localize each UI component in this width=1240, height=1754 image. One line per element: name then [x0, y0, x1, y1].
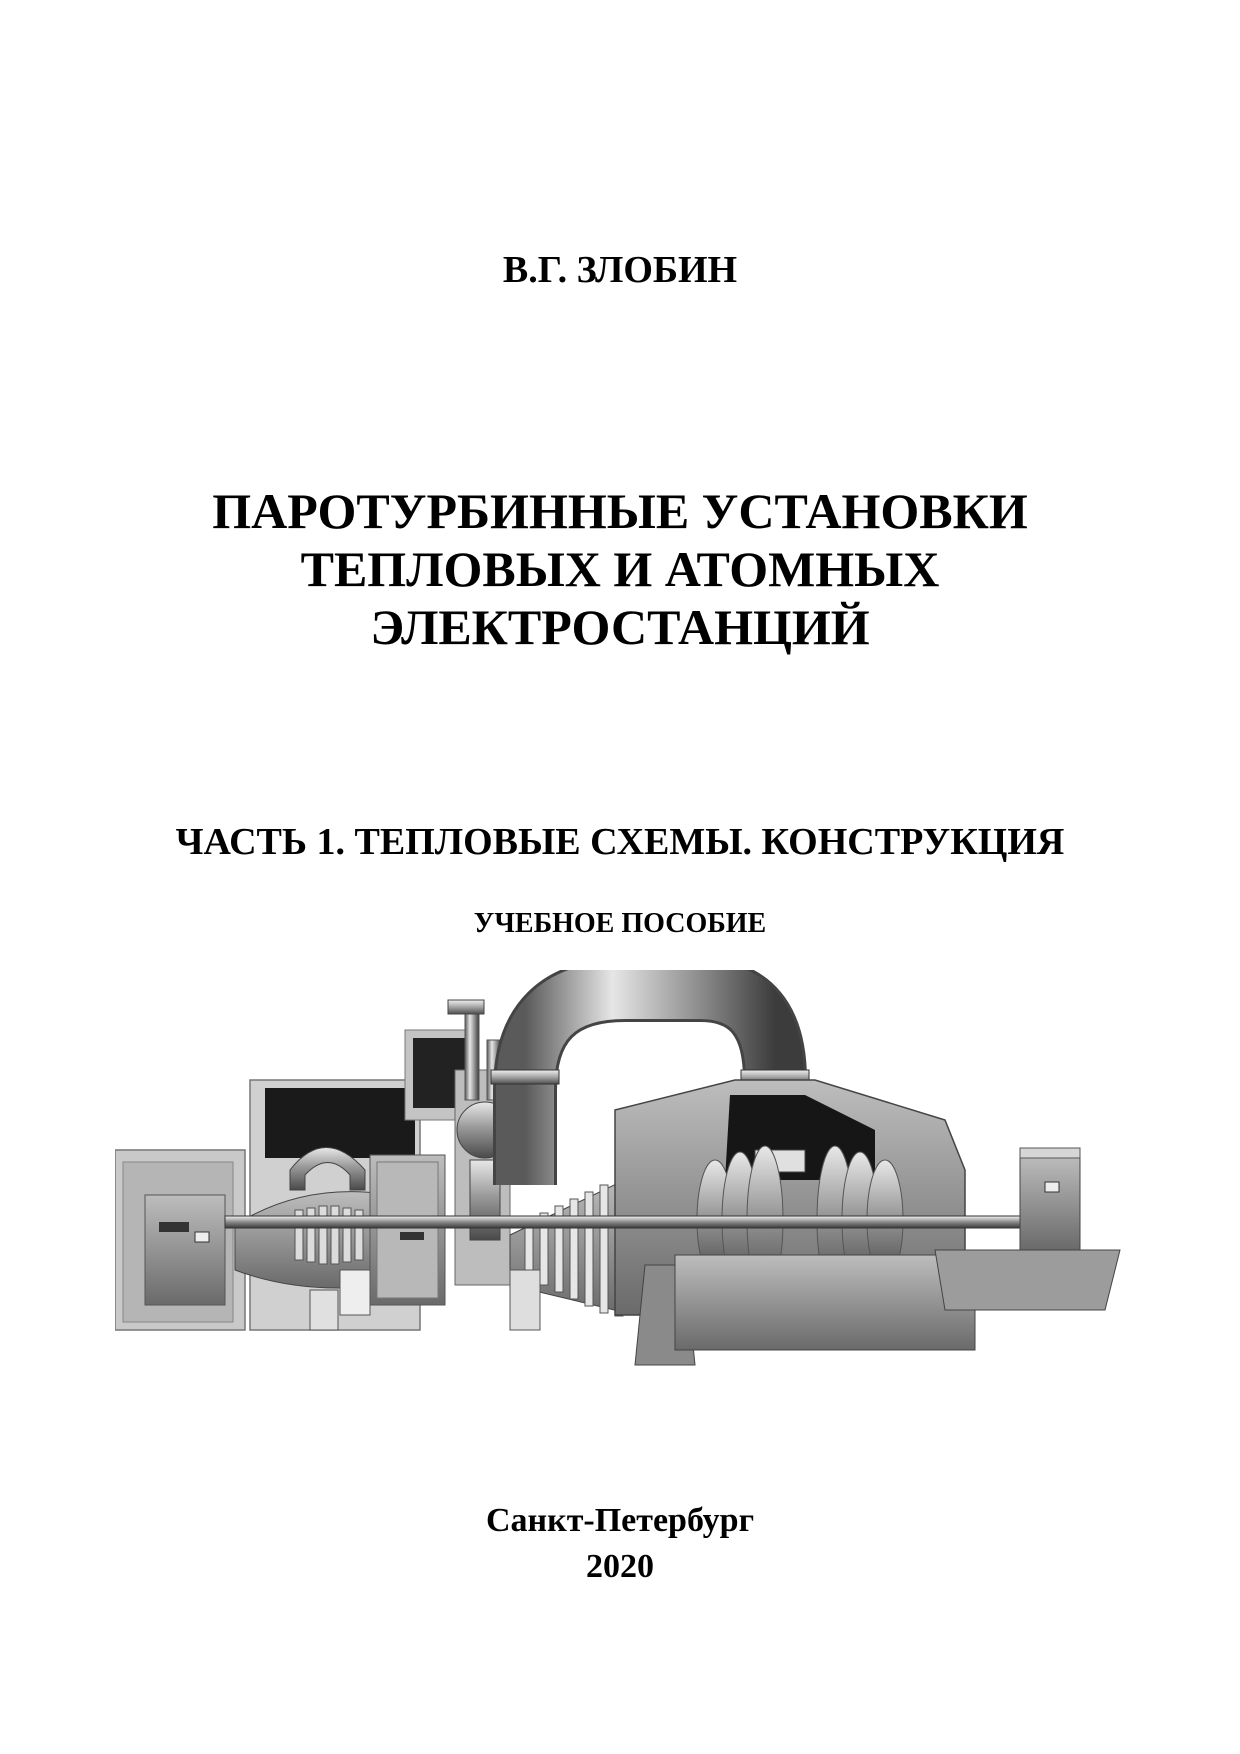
- condenser-basins: [635, 1250, 1120, 1365]
- title-line-2: ТЕПЛОВЫХ И АТОМНЫХ: [300, 541, 940, 597]
- publication-year: 2020: [586, 1548, 654, 1585]
- generator-box: [115, 1150, 245, 1330]
- part-subtitle: ЧАСТЬ 1. ТЕПЛОВЫЕ СХЕМЫ. КОНСТРУКЦИЯ: [175, 821, 1065, 863]
- steam-turbine-cutaway-illustration: [115, 970, 1135, 1370]
- title-line-3: ЭЛЕКТРОСТАНЦИЙ: [370, 599, 870, 655]
- book-title: [0, 482, 1240, 656]
- publication-city: Санкт-Петербург: [485, 1502, 755, 1539]
- author-name: В.Г. ЗЛОБИН: [502, 249, 738, 291]
- publication-type: УЧЕБНОЕ ПОСОБИЕ: [473, 908, 767, 939]
- control-cabinet: [370, 1155, 445, 1305]
- turbine-shaft: [225, 1216, 1045, 1228]
- title-line-1: ПАРОТУРБИННЫЕ УСТАНОВКИ: [212, 483, 1028, 539]
- right-bearing: [1020, 1148, 1080, 1250]
